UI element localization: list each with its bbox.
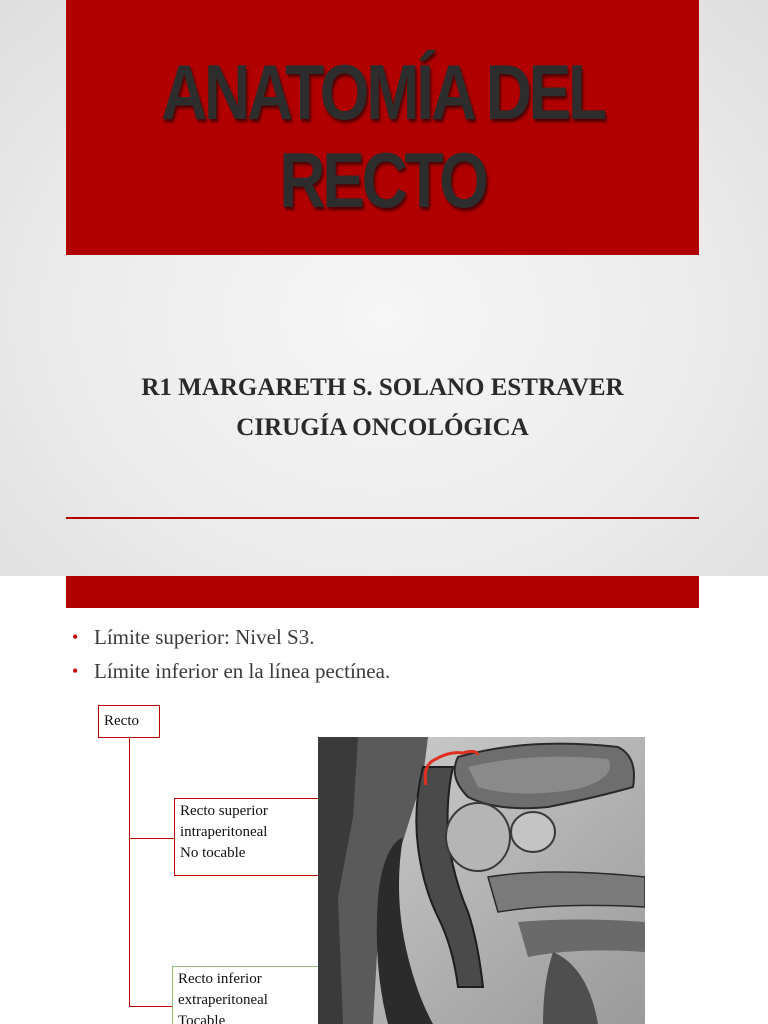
- bullet-text: Límite inferior en la línea pectínea.: [94, 659, 391, 683]
- bullet-text: Límite superior: Nivel S3.: [94, 625, 315, 649]
- bullet-item: [72, 654, 390, 688]
- author-name: R1 MARGARETH S. SOLANO ESTRAVER: [141, 374, 624, 401]
- pelvis-sagittal-section-image: [318, 737, 645, 1024]
- header-banner: [66, 576, 699, 608]
- presentation-title: [123, 48, 642, 224]
- bullet-icon: •: [72, 627, 79, 647]
- title-banner: [66, 0, 699, 255]
- connector-superior: [129, 838, 174, 839]
- diagram-superior-box: [174, 798, 320, 876]
- superior-line-2: intraperitoneal: [180, 824, 268, 840]
- superior-line-3: No tocable: [180, 845, 246, 861]
- divider-line: [66, 517, 699, 519]
- diagram-root-label: Recto: [104, 713, 139, 729]
- content-slide: [0, 576, 768, 1024]
- subtitle-block: [66, 368, 699, 448]
- diagram-inferior-box: [172, 966, 320, 1024]
- connector-inferior: [129, 1006, 172, 1007]
- superior-line-1: Recto superior: [180, 803, 268, 819]
- department-name: CIRUGÍA ONCOLÓGICA: [236, 414, 529, 441]
- inferior-line-2: extraperitoneal: [178, 992, 268, 1008]
- diagram-root-box: [98, 705, 160, 738]
- bullet-list: [72, 620, 390, 688]
- title-line-2: RECTO: [279, 136, 486, 224]
- title-line-1: ANATOMÍA DEL: [161, 48, 604, 136]
- bullet-icon: •: [72, 661, 79, 681]
- bullet-item: [72, 620, 390, 654]
- inferior-line-3: Tocable: [178, 1013, 226, 1024]
- connector-vertical: [129, 738, 130, 1007]
- inferior-line-1: Recto inferior: [178, 971, 262, 987]
